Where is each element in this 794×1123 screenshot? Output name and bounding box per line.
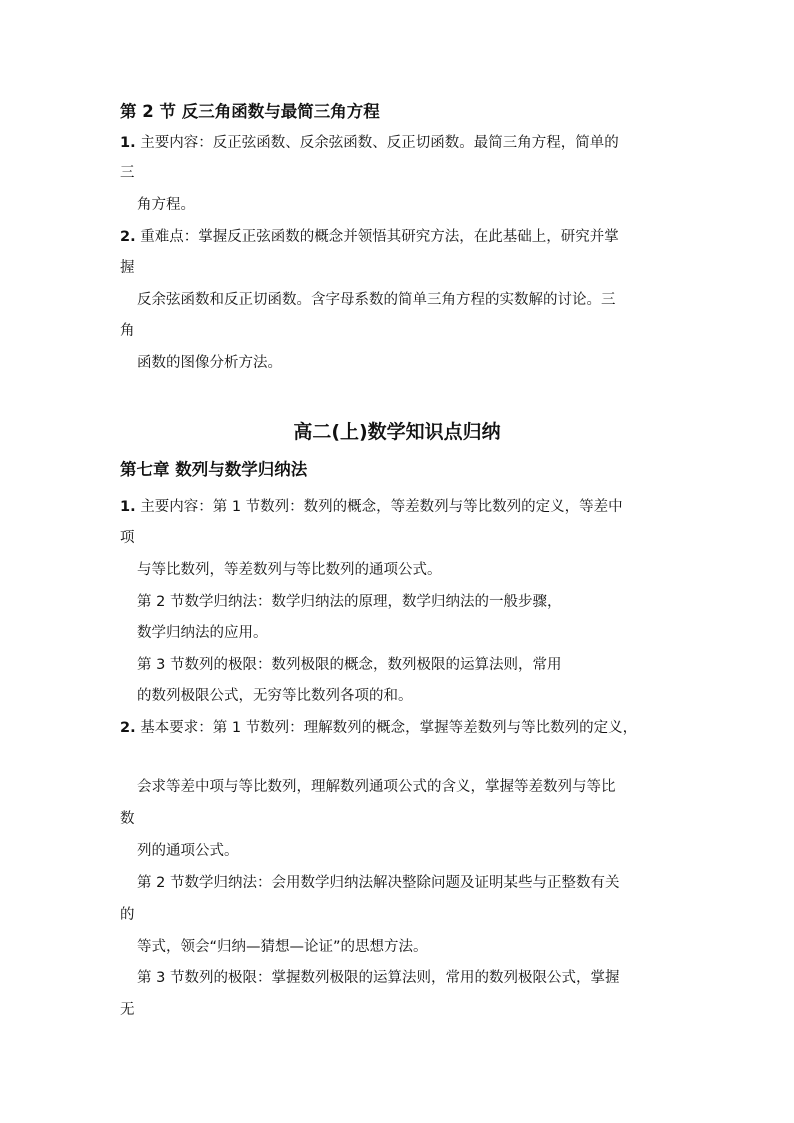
text-line: 的数列极限公式，无穷等比数列各项的和。 [137, 688, 413, 704]
page-title: 高二(上)数学知识点归纳 [293, 421, 501, 443]
text-line: 三 [120, 165, 135, 181]
text-line: 第 3 节数列的极限：掌握数列极限的运算法则，常用的数列极限公式，掌握 [137, 970, 620, 986]
text-line: 握 [120, 260, 135, 276]
text-line: 基本要求：第 1 节数列：理解数列的概念，掌握等差数列与等比数列的定义， [140, 720, 638, 736]
section-2-heading: 第 2 节 反三角函数与最简三角方程 [120, 102, 380, 121]
text-line: 数学归纳法的应用。 [137, 625, 268, 641]
text-line: 数 [120, 811, 135, 827]
text-line: 角 [120, 323, 135, 339]
text-line: 第 2 节数学归纳法：会用数学归纳法解决整除问题及证明某些与正整数有关 [137, 875, 620, 891]
text-line: 主要内容：反正弦函数、反余弦函数、反正切函数。最简三角方程，简单的 [140, 135, 619, 151]
chapter-heading: 第七章 数列与数学归纳法 [120, 460, 308, 479]
text-line: 的 [120, 907, 135, 923]
text-line: 等式，领会“归纳—猜想—论证”的思想方法。 [137, 939, 428, 955]
s2-item1-line [120, 133, 619, 153]
text-line: 无 [120, 1002, 135, 1018]
text-line: 重难点：掌握反正弦函数的概念并领悟其研究方法，在此基础上，研究并掌 [140, 229, 619, 245]
text-line: 第 2 节数学归纳法：数学归纳法的原理，数学归纳法的一般步骤， [137, 594, 562, 610]
text-line: 会求等差中项与等比数列，理解数列通项公式的含义，掌握等差数列与等比 [137, 779, 616, 795]
text-line: 角方程。 [137, 197, 195, 213]
list-number: 1. [120, 499, 136, 515]
text-line: 反余弦函数和反正切函数。含字母系数的简单三角方程的实数解的讨论。三 [137, 292, 616, 308]
text-line: 与等比数列，等差数列与等比数列的通项公式。 [137, 562, 442, 578]
text-line: 第 3 节数列的极限：数列极限的概念，数列极限的运算法则，常用 [137, 657, 562, 673]
text-line: 项 [120, 530, 135, 546]
s2-item2-line [120, 227, 619, 247]
text-line: 列的通项公式。 [137, 843, 239, 859]
c7-item1-line [120, 497, 623, 517]
c7-item2-line [120, 718, 637, 738]
text-line: 主要内容：第 1 节数列：数列的概念，等差数列与等比数列的定义，等差中 [140, 499, 623, 515]
list-number: 2. [120, 229, 136, 245]
list-number: 1. [120, 135, 136, 151]
text-line: 函数的图像分析方法。 [137, 355, 282, 371]
list-number: 2. [120, 720, 136, 736]
